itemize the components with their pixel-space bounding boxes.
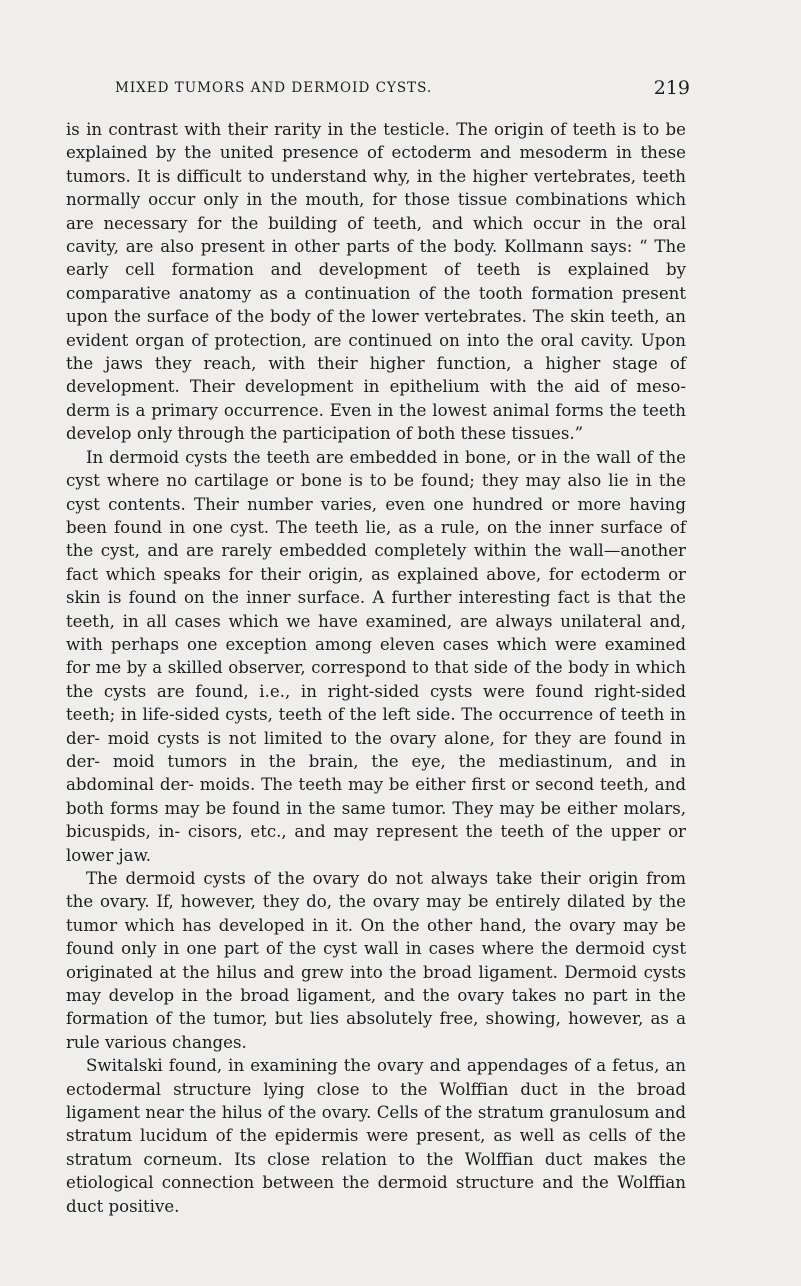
body-text: [66, 118, 686, 1218]
paragraph: is in contrast with their rarity in the testicle. The origin of teeth is to be explained by the united presence of ectoderm and mesoderm in these tumors. It is difficult to understand why, in the higher vertebrates, teeth normally occur only in the mouth, for those tissue combinations which are necessary for the building of teeth, and which occur in the oral cavity, are also present in other parts of the body. Kollmann says: “ The early cell formation and development of teeth is explained by comparative anatomy as a continuation of the tooth formation present upon the surface of the body of the lower vertebrates. The skin teeth, an evident organ of protection, are continued on into the oral cavity. Upon the jaws they reach, with their higher function, a higher stage of development. Their development in epithelium with the aid of meso- derm is a primary occurrence. Even in the lowest animal forms the teeth develop only through the participation of both these tissues.”: [66, 120, 686, 444]
running-head: MIXED TUMORS AND DERMOID CYSTS.: [115, 80, 433, 96]
paragraph: In dermoid cysts the teeth are embedded in bone, or in the wall of the cyst where no cartilage or bone is to be found; they may also lie in the cyst contents. Their number varies, even one hundred or more having been found in one cyst. The teeth lie, as a rule, on the inner surface of the cyst, and are rarely embedded completely within the wall—another fact which speaks for their origin, as explained above, for ectoderm or skin is found on the inner surface. A further interesting fact is that the teeth, in all cases which we have examined, are always unilateral and, with perhaps one exception among eleven cases which were examined for me by a skilled observer, correspond to that side of the body in which the cysts are found, i.e., in right-sided cysts were found right-sided teeth; in life-sided cysts, teeth of the left side. The occurrence of teeth in der- moid cysts is not limited to the ovary alone, for they are found in der- moid tumors in the brain, the eye, the mediastinum, and in abdominal der- moids. The teeth may be either first or second teeth, and both forms may be found in the same tumor. They may be either molars, bicuspids, in- cisors, etc., and may represent the teeth of the upper or lower jaw.: [66, 447, 686, 865]
paragraph: Switalski found, in examining the ovary and appendages of a fetus, an ectodermal structure lying close to the Wolffian duct in the broad ligament near the hilus of the ovary. Cells of the stratum granulosum and stratum lucidum of the epidermis were present, as well as cells of the stratum corneum. Its close relation to the Wolffian duct makes the etiological connection between the dermoid structure and the Wolffian duct positive.: [66, 1056, 686, 1216]
page-header: [66, 77, 690, 102]
page-number: 219: [653, 77, 690, 99]
paragraph: The dermoid cysts of the ovary do not always take their origin from the ovary. If, however, they do, the ovary may be entirely dilated by the tumor which has developed in it. On the other hand, the ovary may be found only in one part of the cyst wall in cases where the dermoid cyst originated at the hilus and grew into the broad ligament. Dermoid cysts may develop in the broad ligament, and the ovary takes no part in the formation of the tumor, but lies absolutely free, showing, however, as a rule various changes.: [66, 869, 686, 1052]
